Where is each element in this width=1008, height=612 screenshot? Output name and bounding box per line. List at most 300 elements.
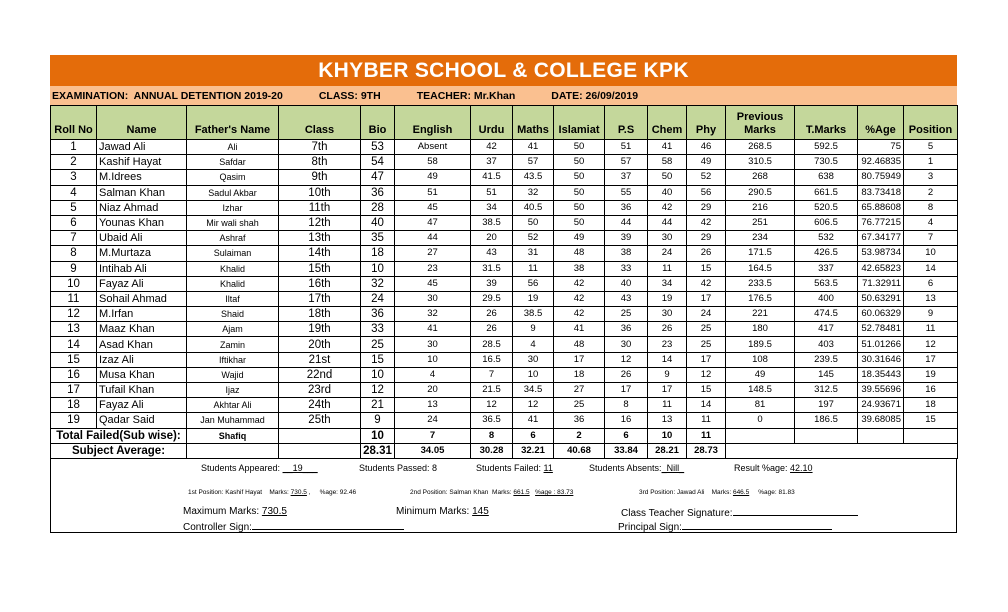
- cell-previous-marks: 108: [726, 352, 795, 367]
- cell-bio: 21: [361, 398, 395, 413]
- cell-english: 27: [395, 246, 471, 261]
- cell-urdu: 7: [471, 367, 513, 382]
- subject-average: 28.73: [687, 443, 726, 458]
- cell-maths: 50: [513, 215, 554, 230]
- cell-class: 9th: [279, 170, 361, 185]
- table-row: [51, 352, 958, 367]
- cell--age: 24.93671: [858, 398, 904, 413]
- cell--age: 18.35443: [858, 367, 904, 382]
- appeared-value: __19___: [282, 462, 318, 473]
- cell-phy: 14: [687, 398, 726, 413]
- cell-t-marks: 400: [795, 291, 858, 306]
- empty-cell: [795, 428, 858, 443]
- subject-average-row: [51, 443, 958, 458]
- cell-maths: 56: [513, 276, 554, 291]
- column-header: %Age: [858, 106, 904, 140]
- cell-p-s: 40: [605, 276, 648, 291]
- cell-previous-marks: 164.5: [726, 261, 795, 276]
- cell-maths: 34.5: [513, 383, 554, 398]
- cell-chem: 11: [648, 398, 687, 413]
- cell-chem: 30: [648, 231, 687, 246]
- table-row: [51, 383, 958, 398]
- cell-p-s: 51: [605, 140, 648, 155]
- failed-count: 7: [395, 428, 471, 443]
- cell-english: 45: [395, 200, 471, 215]
- cell-roll-no: 18: [51, 398, 97, 413]
- class-teacher-label: Class Teacher Signature:: [621, 507, 733, 519]
- cell-class: 21st: [279, 352, 361, 367]
- cell-class: 15th: [279, 261, 361, 276]
- second-marks-label: Marks:: [492, 488, 514, 496]
- column-header: Phy: [687, 106, 726, 140]
- cell-roll-no: 14: [51, 337, 97, 352]
- cell-phy: 15: [687, 383, 726, 398]
- max-label: Maximum Marks:: [183, 505, 262, 517]
- cell-class: 17th: [279, 291, 361, 306]
- cell-chem: 24: [648, 246, 687, 261]
- table-row: [51, 367, 958, 382]
- cell-p-s: 36: [605, 322, 648, 337]
- cell-maths: 4: [513, 337, 554, 352]
- cell-english: 4: [395, 367, 471, 382]
- cell-t-marks: 638: [795, 170, 858, 185]
- cell-class: 13th: [279, 231, 361, 246]
- cell-position: 12: [904, 337, 958, 352]
- cell-p-s: 37: [605, 170, 648, 185]
- subject-average: 40.68: [554, 443, 605, 458]
- table-row: [51, 170, 958, 185]
- cell--age: 30.31646: [858, 352, 904, 367]
- cell-english: 30: [395, 291, 471, 306]
- failed-count: 8: [471, 428, 513, 443]
- cell--age: 60.06329: [858, 307, 904, 322]
- cell-position: 17: [904, 352, 958, 367]
- cell-t-marks: 312.5: [795, 383, 858, 398]
- third-marks: 646.5: [732, 488, 750, 496]
- cell-maths: 57: [513, 155, 554, 170]
- third-position: [639, 489, 795, 496]
- column-header: Name: [97, 106, 187, 140]
- cell--age: 76.77215: [858, 215, 904, 230]
- cell-chem: 9: [648, 367, 687, 382]
- cell--age: 51.01266: [858, 337, 904, 352]
- cell-english: 32: [395, 307, 471, 322]
- school-title: KHYBER SCHOOL & COLLEGE KPK: [50, 55, 957, 86]
- table-row: [51, 200, 958, 215]
- subject-average: 34.05: [395, 443, 471, 458]
- cell-name: Jawad Ali: [97, 140, 187, 155]
- empty-cell: [279, 428, 361, 443]
- cell-roll-no: 19: [51, 413, 97, 428]
- cell-roll-no: 10: [51, 276, 97, 291]
- cell-father-s-name: Zamin: [187, 337, 279, 352]
- first-marks-label: Marks:: [269, 488, 291, 496]
- cell-chem: 17: [648, 383, 687, 398]
- failed-count: 11: [687, 428, 726, 443]
- cell-bio: 35: [361, 231, 395, 246]
- cell-position: 4: [904, 215, 958, 230]
- cell-chem: 40: [648, 185, 687, 200]
- cell-english: 51: [395, 185, 471, 200]
- cell-bio: 9: [361, 413, 395, 428]
- cell-t-marks: 417: [795, 322, 858, 337]
- column-header: T.Marks: [795, 106, 858, 140]
- cell-name: Fayaz Ali: [97, 398, 187, 413]
- cell-p-s: 25: [605, 307, 648, 322]
- cell-islamiat: 27: [554, 383, 605, 398]
- cell-position: 2: [904, 185, 958, 200]
- cell-chem: 42: [648, 200, 687, 215]
- cell-islamiat: 25: [554, 398, 605, 413]
- cell-father-s-name: Jan Muhammad: [187, 413, 279, 428]
- cell-previous-marks: 148.5: [726, 383, 795, 398]
- cell-t-marks: 197: [795, 398, 858, 413]
- cell-urdu: 34: [471, 200, 513, 215]
- column-header: Chem: [648, 106, 687, 140]
- exam-info-bar: [50, 86, 957, 105]
- cell-chem: 19: [648, 291, 687, 306]
- cell-father-s-name: Mir wali shah: [187, 215, 279, 230]
- principal-sign: [618, 520, 832, 533]
- cell-maths: 31: [513, 246, 554, 261]
- cell-class: 23rd: [279, 383, 361, 398]
- cell-bio: 18: [361, 246, 395, 261]
- failed-label: Students Failed:: [476, 462, 544, 473]
- table-row: [51, 291, 958, 306]
- failed-value: 11: [543, 462, 553, 473]
- second-position: [410, 489, 573, 496]
- second-marks: 661.5: [513, 488, 530, 496]
- cell-p-s: 38: [605, 246, 648, 261]
- cell-previous-marks: 290.5: [726, 185, 795, 200]
- cell-name: Sohail Ahmad: [97, 291, 187, 306]
- cell-islamiat: 36: [554, 413, 605, 428]
- cell-chem: 23: [648, 337, 687, 352]
- cell-roll-no: 15: [51, 352, 97, 367]
- cell--age: 71.32911: [858, 276, 904, 291]
- second-name: 2nd Position: Salman Khan: [410, 488, 489, 496]
- result-percentage: [734, 463, 813, 473]
- date-label: DATE: 26/09/2019: [551, 90, 639, 102]
- cell-maths: 12: [513, 398, 554, 413]
- cell-previous-marks: 176.5: [726, 291, 795, 306]
- students-passed: Students Passed: 8: [359, 462, 438, 473]
- cell-maths: 30: [513, 352, 554, 367]
- cell-phy: 56: [687, 185, 726, 200]
- table-row: [51, 322, 958, 337]
- signature-line: [252, 520, 404, 530]
- cell-p-s: 33: [605, 261, 648, 276]
- table-row: [51, 276, 958, 291]
- cell-bio: 32: [361, 276, 395, 291]
- results-table: [50, 105, 958, 459]
- cell-name: Musa Khan: [97, 367, 187, 382]
- cell-english: 47: [395, 215, 471, 230]
- cell-islamiat: 50: [554, 185, 605, 200]
- cell-position: 9: [904, 307, 958, 322]
- cell-class: 10th: [279, 185, 361, 200]
- cell--age: 75: [858, 140, 904, 155]
- result-value: 42.10: [790, 462, 813, 473]
- cell-phy: 52: [687, 170, 726, 185]
- exam-name: EXAMINATION: ANNUAL DETENTION 2019-20: [52, 90, 283, 102]
- cell-roll-no: 7: [51, 231, 97, 246]
- cell-chem: 34: [648, 276, 687, 291]
- third-marks-label: Marks:: [711, 488, 733, 496]
- cell-islamiat: 50: [554, 170, 605, 185]
- cell-urdu: 31.5: [471, 261, 513, 276]
- cell-name: Maaz Khan: [97, 322, 187, 337]
- cell-bio: 36: [361, 307, 395, 322]
- cell-maths: 10: [513, 367, 554, 382]
- failed-count: 2: [554, 428, 605, 443]
- cell--age: 53.98734: [858, 246, 904, 261]
- first-pct: %age: 92.46: [319, 488, 357, 496]
- cell-father-s-name: Sulaiman: [187, 246, 279, 261]
- cell-chem: 41: [648, 140, 687, 155]
- minimum-marks: [396, 506, 489, 517]
- cell--age: 65.88608: [858, 200, 904, 215]
- cell-p-s: 44: [605, 215, 648, 230]
- cell-p-s: 55: [605, 185, 648, 200]
- table-row: [51, 398, 958, 413]
- principal-label: Principal Sign:: [618, 521, 682, 533]
- cell-english: 44: [395, 231, 471, 246]
- cell-bio: 40: [361, 215, 395, 230]
- cell-class: 16th: [279, 276, 361, 291]
- teacher-label: TEACHER: Mr.Khan: [416, 90, 516, 102]
- cell-islamiat: 50: [554, 155, 605, 170]
- cell-islamiat: 50: [554, 215, 605, 230]
- cell-urdu: 37: [471, 155, 513, 170]
- table-row: [51, 155, 958, 170]
- cell-name: M.Irfan: [97, 307, 187, 322]
- column-header: Bio: [361, 106, 395, 140]
- first-position: 1st Position: Kashif Hayat Marks: 730.5 , %age: 92.46: [188, 488, 357, 496]
- cell-father-s-name: Ajam: [187, 322, 279, 337]
- cell-bio: 10: [361, 367, 395, 382]
- cell-position: 13: [904, 291, 958, 306]
- cell-roll-no: 17: [51, 383, 97, 398]
- table-row: [51, 413, 958, 428]
- cell-position: 11: [904, 322, 958, 337]
- cell-maths: 38.5: [513, 307, 554, 322]
- cell-father-s-name: Ali: [187, 140, 279, 155]
- cell--age: 39.55696: [858, 383, 904, 398]
- cell-name: Younas Khan: [97, 215, 187, 230]
- signature-line: [682, 520, 832, 530]
- cell-english: 49: [395, 170, 471, 185]
- cell-maths: 41: [513, 140, 554, 155]
- cell-roll-no: 11: [51, 291, 97, 306]
- cell-chem: 11: [648, 261, 687, 276]
- cell-position: 15: [904, 413, 958, 428]
- cell-p-s: 8: [605, 398, 648, 413]
- cell-position: 18: [904, 398, 958, 413]
- cell-bio: 10: [361, 261, 395, 276]
- cell-t-marks: 606.5: [795, 215, 858, 230]
- cell-chem: 30: [648, 307, 687, 322]
- cell-english: Absent: [395, 140, 471, 155]
- cell--age: 83.73418: [858, 185, 904, 200]
- cell-name: Fayaz Ali: [97, 276, 187, 291]
- cell-father-s-name: Iltaf: [187, 291, 279, 306]
- cell-roll-no: 8: [51, 246, 97, 261]
- cell-islamiat: 41: [554, 322, 605, 337]
- cell-position: 19: [904, 367, 958, 382]
- cell--age: 50.63291: [858, 291, 904, 306]
- cell-phy: 29: [687, 231, 726, 246]
- table-row: [51, 337, 958, 352]
- table-row: [51, 215, 958, 230]
- cell-name: Niaz Ahmad: [97, 200, 187, 215]
- column-header: Maths: [513, 106, 554, 140]
- cell-urdu: 26: [471, 322, 513, 337]
- cell-urdu: 39: [471, 276, 513, 291]
- cell-bio: 24: [361, 291, 395, 306]
- cell-p-s: 17: [605, 383, 648, 398]
- cell-chem: 13: [648, 413, 687, 428]
- table-row: [51, 140, 958, 155]
- cell-name: Kashif Hayat: [97, 155, 187, 170]
- cell-father-s-name: Sadul Akbar: [187, 185, 279, 200]
- cell-father-s-name: Qasim: [187, 170, 279, 185]
- cell-islamiat: 42: [554, 291, 605, 306]
- cell-phy: 42: [687, 276, 726, 291]
- cell-roll-no: 1: [51, 140, 97, 155]
- cell-p-s: 16: [605, 413, 648, 428]
- cell-roll-no: 6: [51, 215, 97, 230]
- cell-english: 45: [395, 276, 471, 291]
- failed-count: 10: [361, 428, 395, 443]
- subject-average: 28.21: [648, 443, 687, 458]
- cell-class: 22nd: [279, 367, 361, 382]
- cell-previous-marks: 233.5: [726, 276, 795, 291]
- cell-urdu: 29.5: [471, 291, 513, 306]
- cell-t-marks: 239.5: [795, 352, 858, 367]
- cell-urdu: 26: [471, 307, 513, 322]
- subject-average: 32.21: [513, 443, 554, 458]
- total-failed-father: Shafiq: [187, 428, 279, 443]
- cell-t-marks: 403: [795, 337, 858, 352]
- min-label: Minimum Marks:: [396, 505, 473, 517]
- absents-label: Students Absents:: [589, 462, 662, 473]
- maximum-marks: [183, 506, 287, 517]
- cell-t-marks: 145: [795, 367, 858, 382]
- cell-t-marks: 730.5: [795, 155, 858, 170]
- cell-chem: 44: [648, 215, 687, 230]
- students-absents: [589, 463, 684, 473]
- cell-previous-marks: 171.5: [726, 246, 795, 261]
- cell-previous-marks: 0: [726, 413, 795, 428]
- cell-maths: 41: [513, 413, 554, 428]
- signature-line: [733, 506, 858, 516]
- cell-islamiat: 42: [554, 307, 605, 322]
- subject-average: 28.31: [361, 443, 395, 458]
- column-header: Position: [904, 106, 958, 140]
- cell-urdu: 28.5: [471, 337, 513, 352]
- cell-english: 20: [395, 383, 471, 398]
- cell-class: 24th: [279, 398, 361, 413]
- students-appeared: [201, 463, 318, 473]
- cell-islamiat: 18: [554, 367, 605, 382]
- cell-class: 7th: [279, 140, 361, 155]
- subject-average: 30.28: [471, 443, 513, 458]
- cell-name: Intihab Ali: [97, 261, 187, 276]
- cell-chem: 58: [648, 155, 687, 170]
- cell-urdu: 41.5: [471, 170, 513, 185]
- cell-class: 12th: [279, 215, 361, 230]
- cell-english: 30: [395, 337, 471, 352]
- cell-previous-marks: 251: [726, 215, 795, 230]
- cell-position: 14: [904, 261, 958, 276]
- cell-t-marks: 532: [795, 231, 858, 246]
- cell-name: Tufail Khan: [97, 383, 187, 398]
- cell-english: 13: [395, 398, 471, 413]
- cell-urdu: 36.5: [471, 413, 513, 428]
- cell-father-s-name: Wajid: [187, 367, 279, 382]
- empty-cell: [858, 428, 904, 443]
- cell-english: 10: [395, 352, 471, 367]
- cell-bio: 36: [361, 185, 395, 200]
- cell-name: Asad Khan: [97, 337, 187, 352]
- cell-father-s-name: Safdar: [187, 155, 279, 170]
- cell-bio: 28: [361, 200, 395, 215]
- cell--age: 92.46835: [858, 155, 904, 170]
- cell-p-s: 12: [605, 352, 648, 367]
- cell-phy: 29: [687, 200, 726, 215]
- cell-islamiat: 49: [554, 231, 605, 246]
- empty-cell: [726, 428, 795, 443]
- cell-class: 14th: [279, 246, 361, 261]
- cell-father-s-name: Khalid: [187, 261, 279, 276]
- table-row: [51, 231, 958, 246]
- subject-average: 33.84: [605, 443, 648, 458]
- cell-t-marks: 186.5: [795, 413, 858, 428]
- cell-father-s-name: Khalid: [187, 276, 279, 291]
- cell-roll-no: 3: [51, 170, 97, 185]
- cell--age: 42.65823: [858, 261, 904, 276]
- cell-previous-marks: 234: [726, 231, 795, 246]
- cell-previous-marks: 268: [726, 170, 795, 185]
- cell-bio: 54: [361, 155, 395, 170]
- cell--age: 52.78481: [858, 322, 904, 337]
- cell-p-s: 43: [605, 291, 648, 306]
- cell-phy: 24: [687, 307, 726, 322]
- cell-bio: 53: [361, 140, 395, 155]
- cell-phy: 42: [687, 215, 726, 230]
- cell-position: 16: [904, 383, 958, 398]
- cell-previous-marks: 310.5: [726, 155, 795, 170]
- cell-name: Izaz Ali: [97, 352, 187, 367]
- cell--age: 80.75949: [858, 170, 904, 185]
- column-header: Roll No: [51, 106, 97, 140]
- empty-cell: [187, 443, 279, 458]
- cell-t-marks: 337: [795, 261, 858, 276]
- cell-maths: 9: [513, 322, 554, 337]
- cell-class: 20th: [279, 337, 361, 352]
- cell-urdu: 21.5: [471, 383, 513, 398]
- cell-roll-no: 12: [51, 307, 97, 322]
- cell-phy: 17: [687, 291, 726, 306]
- cell-roll-no: 5: [51, 200, 97, 215]
- cell-maths: 52: [513, 231, 554, 246]
- cell-phy: 15: [687, 261, 726, 276]
- cell-english: 41: [395, 322, 471, 337]
- cell--age: 67.34177: [858, 231, 904, 246]
- cell-position: 10: [904, 246, 958, 261]
- cell-urdu: 42: [471, 140, 513, 155]
